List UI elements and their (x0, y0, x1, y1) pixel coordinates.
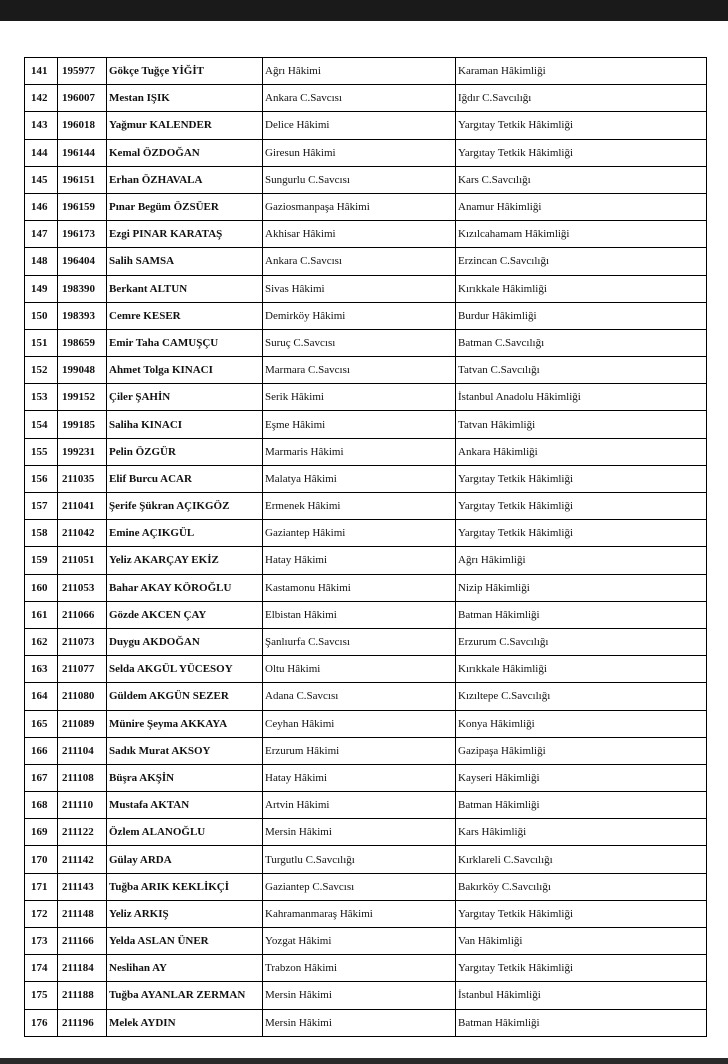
new-post-cell: Kırıkkale Hâkimliği (456, 656, 707, 683)
row-number-cell: 159 (25, 547, 58, 574)
person-name-cell: Salih SAMSA (107, 248, 263, 275)
current-post-cell: Erzurum Hâkimi (263, 737, 456, 764)
current-post-cell: Hatay Hâkimi (263, 547, 456, 574)
row-number-cell: 162 (25, 628, 58, 655)
new-post-cell: Batman Hâkimliği (456, 601, 707, 628)
registry-number-cell: 199185 (58, 411, 107, 438)
person-name-cell: Yeliz AKARÇAY EKİZ (107, 547, 263, 574)
person-name-cell: Neslihan AY (107, 955, 263, 982)
current-post-cell: Kahramanmaraş Hâkimi (263, 900, 456, 927)
current-post-cell: Hatay Hâkimi (263, 764, 456, 791)
new-post-cell: Batman C.Savcılığı (456, 329, 707, 356)
table-row (25, 329, 707, 356)
person-name-cell: Emine AÇIKGÜL (107, 520, 263, 547)
table-row (25, 628, 707, 655)
person-name-cell: Gülay ARDA (107, 846, 263, 873)
registry-number-cell: 211110 (58, 792, 107, 819)
table-row (25, 982, 707, 1009)
registry-number-cell: 198393 (58, 302, 107, 329)
current-post-cell: Mersin Hâkimi (263, 819, 456, 846)
table-row (25, 112, 707, 139)
row-number-cell: 143 (25, 112, 58, 139)
person-name-cell: Emir Taha CAMUŞÇU (107, 329, 263, 356)
table-row (25, 792, 707, 819)
table-row (25, 601, 707, 628)
table-row (25, 873, 707, 900)
current-post-cell: Artvin Hâkimi (263, 792, 456, 819)
person-name-cell: Yeliz ARKIŞ (107, 900, 263, 927)
registry-number-cell: 211051 (58, 547, 107, 574)
row-number-cell: 156 (25, 465, 58, 492)
person-name-cell: Tuğba AYANLAR ZERMAN (107, 982, 263, 1009)
person-name-cell: Yelda ASLAN ÜNER (107, 928, 263, 955)
current-post-cell: Ceyhan Hâkimi (263, 710, 456, 737)
current-post-cell: Delice Hâkimi (263, 112, 456, 139)
table-row (25, 58, 707, 85)
row-number-cell: 142 (25, 85, 58, 112)
current-post-cell: Marmara C.Savcısı (263, 357, 456, 384)
row-number-cell: 175 (25, 982, 58, 1009)
new-post-cell: Kars Hâkimliği (456, 819, 707, 846)
row-number-cell: 146 (25, 193, 58, 220)
current-post-cell: Kastamonu Hâkimi (263, 574, 456, 601)
current-post-cell: Suruç C.Savcısı (263, 329, 456, 356)
registry-number-cell: 195977 (58, 58, 107, 85)
new-post-cell: Ağrı Hâkimliği (456, 547, 707, 574)
current-post-cell: Sivas Hâkimi (263, 275, 456, 302)
person-name-cell: Erhan ÖZHAVALA (107, 166, 263, 193)
registry-number-cell: 196404 (58, 248, 107, 275)
new-post-cell: Kızıltepe C.Savcılığı (456, 683, 707, 710)
current-post-cell: Marmaris Hâkimi (263, 438, 456, 465)
table-row (25, 900, 707, 927)
registry-number-cell: 196144 (58, 139, 107, 166)
current-post-cell: Eşme Hâkimi (263, 411, 456, 438)
registry-number-cell: 199048 (58, 357, 107, 384)
row-number-cell: 147 (25, 221, 58, 248)
new-post-cell: Gazipaşa Hâkimliği (456, 737, 707, 764)
registry-number-cell: 211035 (58, 465, 107, 492)
registry-number-cell: 211166 (58, 928, 107, 955)
registry-number-cell: 211077 (58, 656, 107, 683)
registry-number-cell: 199152 (58, 384, 107, 411)
table-row (25, 819, 707, 846)
person-name-cell: Özlem ALANOĞLU (107, 819, 263, 846)
registry-number-cell: 211108 (58, 764, 107, 791)
table-row (25, 166, 707, 193)
registry-number-cell: 211073 (58, 628, 107, 655)
new-post-cell: Kırıkkale Hâkimliği (456, 275, 707, 302)
registry-number-cell: 196151 (58, 166, 107, 193)
table-row (25, 764, 707, 791)
row-number-cell: 141 (25, 58, 58, 85)
person-name-cell: Berkant ALTUN (107, 275, 263, 302)
registry-number-cell: 211053 (58, 574, 107, 601)
person-name-cell: Münire Şeyma AKKAYA (107, 710, 263, 737)
new-post-cell: İstanbul Anadolu Hâkimliği (456, 384, 707, 411)
person-name-cell: Sadık Murat AKSOY (107, 737, 263, 764)
person-name-cell: Duygu AKDOĞAN (107, 628, 263, 655)
row-number-cell: 153 (25, 384, 58, 411)
table-row (25, 357, 707, 384)
registry-number-cell: 196173 (58, 221, 107, 248)
person-name-cell: Bahar AKAY KÖROĞLU (107, 574, 263, 601)
current-post-cell: Trabzon Hâkimi (263, 955, 456, 982)
new-post-cell: Yargıtay Tetkik Hâkimliği (456, 465, 707, 492)
person-name-cell: Tuğba ARIK KEKLİKÇİ (107, 873, 263, 900)
person-name-cell: Çiler ŞAHİN (107, 384, 263, 411)
row-number-cell: 172 (25, 900, 58, 927)
row-number-cell: 157 (25, 493, 58, 520)
row-number-cell: 145 (25, 166, 58, 193)
row-number-cell: 155 (25, 438, 58, 465)
new-post-cell: Tatvan Hâkimliği (456, 411, 707, 438)
current-post-cell: Şanlıurfa C.Savcısı (263, 628, 456, 655)
registry-number-cell: 196159 (58, 193, 107, 220)
table-row (25, 520, 707, 547)
person-name-cell: Mestan IŞIK (107, 85, 263, 112)
current-post-cell: Ağrı Hâkimi (263, 58, 456, 85)
table-row (25, 710, 707, 737)
person-name-cell: Ezgi PINAR KARATAŞ (107, 221, 263, 248)
registry-number-cell: 211080 (58, 683, 107, 710)
new-post-cell: Yargıtay Tetkik Hâkimliği (456, 900, 707, 927)
row-number-cell: 160 (25, 574, 58, 601)
table-row (25, 384, 707, 411)
row-number-cell: 165 (25, 710, 58, 737)
person-name-cell: Cemre KESER (107, 302, 263, 329)
row-number-cell: 154 (25, 411, 58, 438)
new-post-cell: Burdur Hâkimliği (456, 302, 707, 329)
current-post-cell: Yozgat Hâkimi (263, 928, 456, 955)
new-post-cell: Kızılcahamam Hâkimliği (456, 221, 707, 248)
current-post-cell: Giresun Hâkimi (263, 139, 456, 166)
current-post-cell: Elbistan Hâkimi (263, 601, 456, 628)
row-number-cell: 148 (25, 248, 58, 275)
current-post-cell: Ankara C.Savcısı (263, 248, 456, 275)
table-row (25, 221, 707, 248)
table-body (25, 58, 707, 1037)
person-name-cell: Şerife Şükran AÇIKGÖZ (107, 493, 263, 520)
table-row (25, 846, 707, 873)
registry-number-cell: 198390 (58, 275, 107, 302)
new-post-cell: Van Hâkimliği (456, 928, 707, 955)
current-post-cell: Malatya Hâkimi (263, 465, 456, 492)
row-number-cell: 176 (25, 1009, 58, 1036)
registry-number-cell: 211184 (58, 955, 107, 982)
current-post-cell: Turgutlu C.Savcılığı (263, 846, 456, 873)
row-number-cell: 152 (25, 357, 58, 384)
row-number-cell: 174 (25, 955, 58, 982)
row-number-cell: 158 (25, 520, 58, 547)
new-post-cell: Ankara Hâkimliği (456, 438, 707, 465)
appointment-table (24, 57, 707, 1037)
registry-number-cell: 211042 (58, 520, 107, 547)
table-row (25, 275, 707, 302)
row-number-cell: 150 (25, 302, 58, 329)
current-post-cell: Mersin Hâkimi (263, 1009, 456, 1036)
current-post-cell: Ermenek Hâkimi (263, 493, 456, 520)
current-post-cell: Gaziantep Hâkimi (263, 520, 456, 547)
row-number-cell: 164 (25, 683, 58, 710)
table-row (25, 928, 707, 955)
registry-number-cell: 211041 (58, 493, 107, 520)
table-row (25, 248, 707, 275)
table-row (25, 438, 707, 465)
row-number-cell: 169 (25, 819, 58, 846)
new-post-cell: Konya Hâkimliği (456, 710, 707, 737)
row-number-cell: 163 (25, 656, 58, 683)
person-name-cell: Kemal ÖZDOĞAN (107, 139, 263, 166)
row-number-cell: 166 (25, 737, 58, 764)
person-name-cell: Melek AYDIN (107, 1009, 263, 1036)
person-name-cell: Pınar Begüm ÖZSÜER (107, 193, 263, 220)
person-name-cell: Gözde AKCEN ÇAY (107, 601, 263, 628)
registry-number-cell: 211142 (58, 846, 107, 873)
current-post-cell: Adana C.Savcısı (263, 683, 456, 710)
table-row (25, 547, 707, 574)
person-name-cell: Saliha KINACI (107, 411, 263, 438)
registry-number-cell: 211104 (58, 737, 107, 764)
new-post-cell: Kayseri Hâkimliği (456, 764, 707, 791)
registry-number-cell: 211188 (58, 982, 107, 1009)
new-post-cell: Yargıtay Tetkik Hâkimliği (456, 493, 707, 520)
table-row (25, 302, 707, 329)
new-post-cell: Erzincan C.Savcılığı (456, 248, 707, 275)
table-row (25, 955, 707, 982)
new-post-cell: Batman Hâkimliği (456, 1009, 707, 1036)
registry-number-cell: 199231 (58, 438, 107, 465)
table-row (25, 465, 707, 492)
table-row (25, 85, 707, 112)
top-dark-bar (0, 0, 728, 21)
registry-number-cell: 211066 (58, 601, 107, 628)
registry-number-cell: 211089 (58, 710, 107, 737)
new-post-cell: Karaman Hâkimliği (456, 58, 707, 85)
current-post-cell: Sungurlu C.Savcısı (263, 166, 456, 193)
table-row (25, 656, 707, 683)
registry-number-cell: 196007 (58, 85, 107, 112)
table-row (25, 493, 707, 520)
person-name-cell: Selda AKGÜL YÜCESOY (107, 656, 263, 683)
person-name-cell: Yağmur KALENDER (107, 112, 263, 139)
new-post-cell: Yargıtay Tetkik Hâkimliği (456, 955, 707, 982)
current-post-cell: Mersin Hâkimi (263, 982, 456, 1009)
person-name-cell: Büşra AKŞİN (107, 764, 263, 791)
current-post-cell: Demirköy Hâkimi (263, 302, 456, 329)
new-post-cell: İstanbul Hâkimliği (456, 982, 707, 1009)
table-row (25, 737, 707, 764)
person-name-cell: Mustafa AKTAN (107, 792, 263, 819)
new-post-cell: Yargıtay Tetkik Hâkimliği (456, 112, 707, 139)
new-post-cell: Erzurum C.Savcılığı (456, 628, 707, 655)
row-number-cell: 171 (25, 873, 58, 900)
registry-number-cell: 211148 (58, 900, 107, 927)
row-number-cell: 144 (25, 139, 58, 166)
table-row (25, 683, 707, 710)
current-post-cell: Oltu Hâkimi (263, 656, 456, 683)
person-name-cell: Ahmet Tolga KINACI (107, 357, 263, 384)
row-number-cell: 168 (25, 792, 58, 819)
registry-number-cell: 196018 (58, 112, 107, 139)
current-post-cell: Akhisar Hâkimi (263, 221, 456, 248)
registry-number-cell: 211122 (58, 819, 107, 846)
table-row (25, 411, 707, 438)
current-post-cell: Serik Hâkimi (263, 384, 456, 411)
registry-number-cell: 198659 (58, 329, 107, 356)
table-row (25, 193, 707, 220)
table-row (25, 139, 707, 166)
table-row (25, 1009, 707, 1036)
row-number-cell: 151 (25, 329, 58, 356)
row-number-cell: 149 (25, 275, 58, 302)
person-name-cell: Elif Burcu ACAR (107, 465, 263, 492)
person-name-cell: Güldem AKGÜN SEZER (107, 683, 263, 710)
new-post-cell: Anamur Hâkimliği (456, 193, 707, 220)
row-number-cell: 167 (25, 764, 58, 791)
row-number-cell: 161 (25, 601, 58, 628)
new-post-cell: Bakırköy C.Savcılığı (456, 873, 707, 900)
registry-number-cell: 211196 (58, 1009, 107, 1036)
new-post-cell: Nizip Hâkimliği (456, 574, 707, 601)
new-post-cell: Kars C.Savcılığı (456, 166, 707, 193)
new-post-cell: Batman Hâkimliği (456, 792, 707, 819)
new-post-cell: Tatvan C.Savcılığı (456, 357, 707, 384)
current-post-cell: Gaziosmanpaşa Hâkimi (263, 193, 456, 220)
person-name-cell: Pelin ÖZGÜR (107, 438, 263, 465)
table-row (25, 574, 707, 601)
new-post-cell: Yargıtay Tetkik Hâkimliği (456, 520, 707, 547)
new-post-cell: Yargıtay Tetkik Hâkimliği (456, 139, 707, 166)
row-number-cell: 173 (25, 928, 58, 955)
current-post-cell: Ankara C.Savcısı (263, 85, 456, 112)
current-post-cell: Gaziantep C.Savcısı (263, 873, 456, 900)
new-post-cell: Iğdır C.Savcılığı (456, 85, 707, 112)
registry-number-cell: 211143 (58, 873, 107, 900)
bottom-dark-bar (0, 1058, 728, 1064)
row-number-cell: 170 (25, 846, 58, 873)
new-post-cell: Kırklareli C.Savcılığı (456, 846, 707, 873)
person-name-cell: Gökçe Tuğçe YİĞİT (107, 58, 263, 85)
